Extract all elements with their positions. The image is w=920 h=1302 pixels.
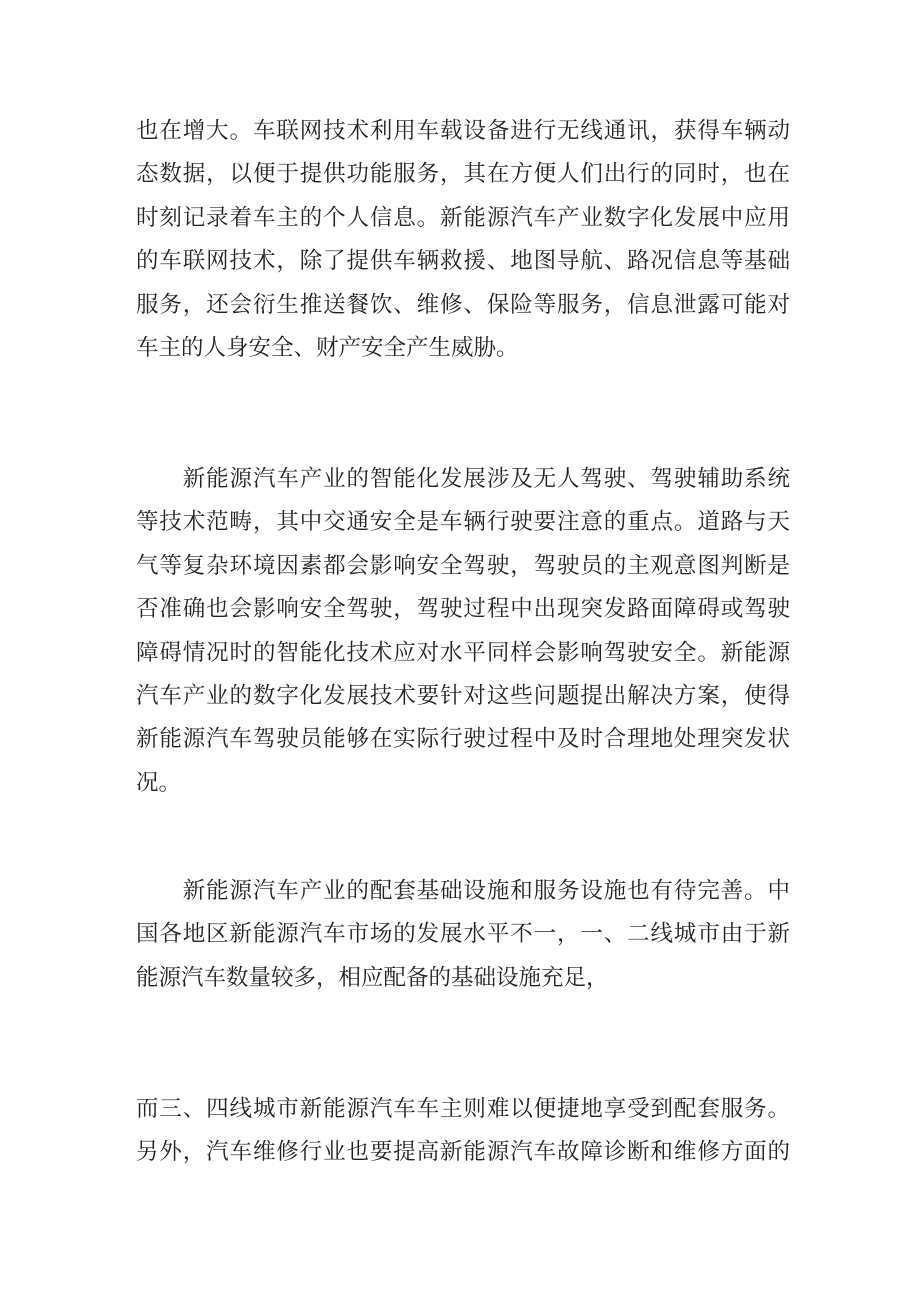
paragraph-line: 新能源汽车驾驶员能够在实际行驶过程中及时合理地处理突发状 [136, 726, 790, 753]
paragraph-line: 能源汽车数量较多，相应配备的基础设施充足， [136, 964, 609, 991]
paragraph-line: 等技术范畴，其中交通安全是车辆行驶要注意的重点。道路与天 [136, 509, 790, 536]
paragraph-3 [136, 870, 790, 1000]
paragraph-line: 汽车产业的数字化发展技术要针对这些问题提出解决方案，使得 [136, 682, 790, 709]
paragraph-line: 另外，汽车维修行业也要提高新能源汽车故障诊断和维修方面的 [136, 1139, 790, 1166]
paragraph-line: 态数据，以便于提供功能服务，其在方便人们出行的同时，也在 [136, 161, 790, 188]
paragraph-line: 国各地区新能源汽车市场的发展水平不一，一、二线城市由于新 [136, 921, 790, 948]
paragraph-line: 车主的人身安全、财产安全产生威胁。 [136, 334, 519, 361]
paragraph-line: 新能源汽车产业的智能化发展涉及无人驾驶、驾驶辅助系统 [136, 466, 790, 492]
paragraph-2 [136, 458, 790, 805]
paragraph-line: 时刻记录着车主的个人信息。新能源汽车产业数字化发展中应用 [136, 204, 790, 231]
paragraph-line: 新能源汽车产业的配套基础设施和服务设施也有待完善。中 [136, 878, 790, 904]
paragraph-line: 服务，还会衍生推送餐饮、维修、保险等服务，信息泄露可能对 [136, 291, 790, 318]
paragraph-line: 况。 [136, 769, 182, 796]
paragraph-line: 障碍情况时的智能化技术应对水平同样会影响驾驶安全。新能源 [136, 639, 790, 666]
paragraph-line: 也在增大。车联网技术利用车载设备进行无线通讯，获得车辆动 [136, 118, 790, 144]
paragraph-line: 而三、四线城市新能源汽车车主则难以便捷地享受到配套服务。 [136, 1096, 790, 1122]
paragraph-line: 的车联网技术，除了提供车辆救援、地图导航、路况信息等基础 [136, 248, 790, 275]
paragraph-line: 否准确也会影响安全驾驶，驾驶过程中出现突发路面障碍或驾驶 [136, 596, 790, 623]
paragraph-line: 气等复杂环境因素都会影响安全驾驶，驾驶员的主观意图判断是 [136, 552, 790, 579]
paragraph-1 [136, 110, 790, 370]
paragraph-4 [136, 1088, 790, 1175]
